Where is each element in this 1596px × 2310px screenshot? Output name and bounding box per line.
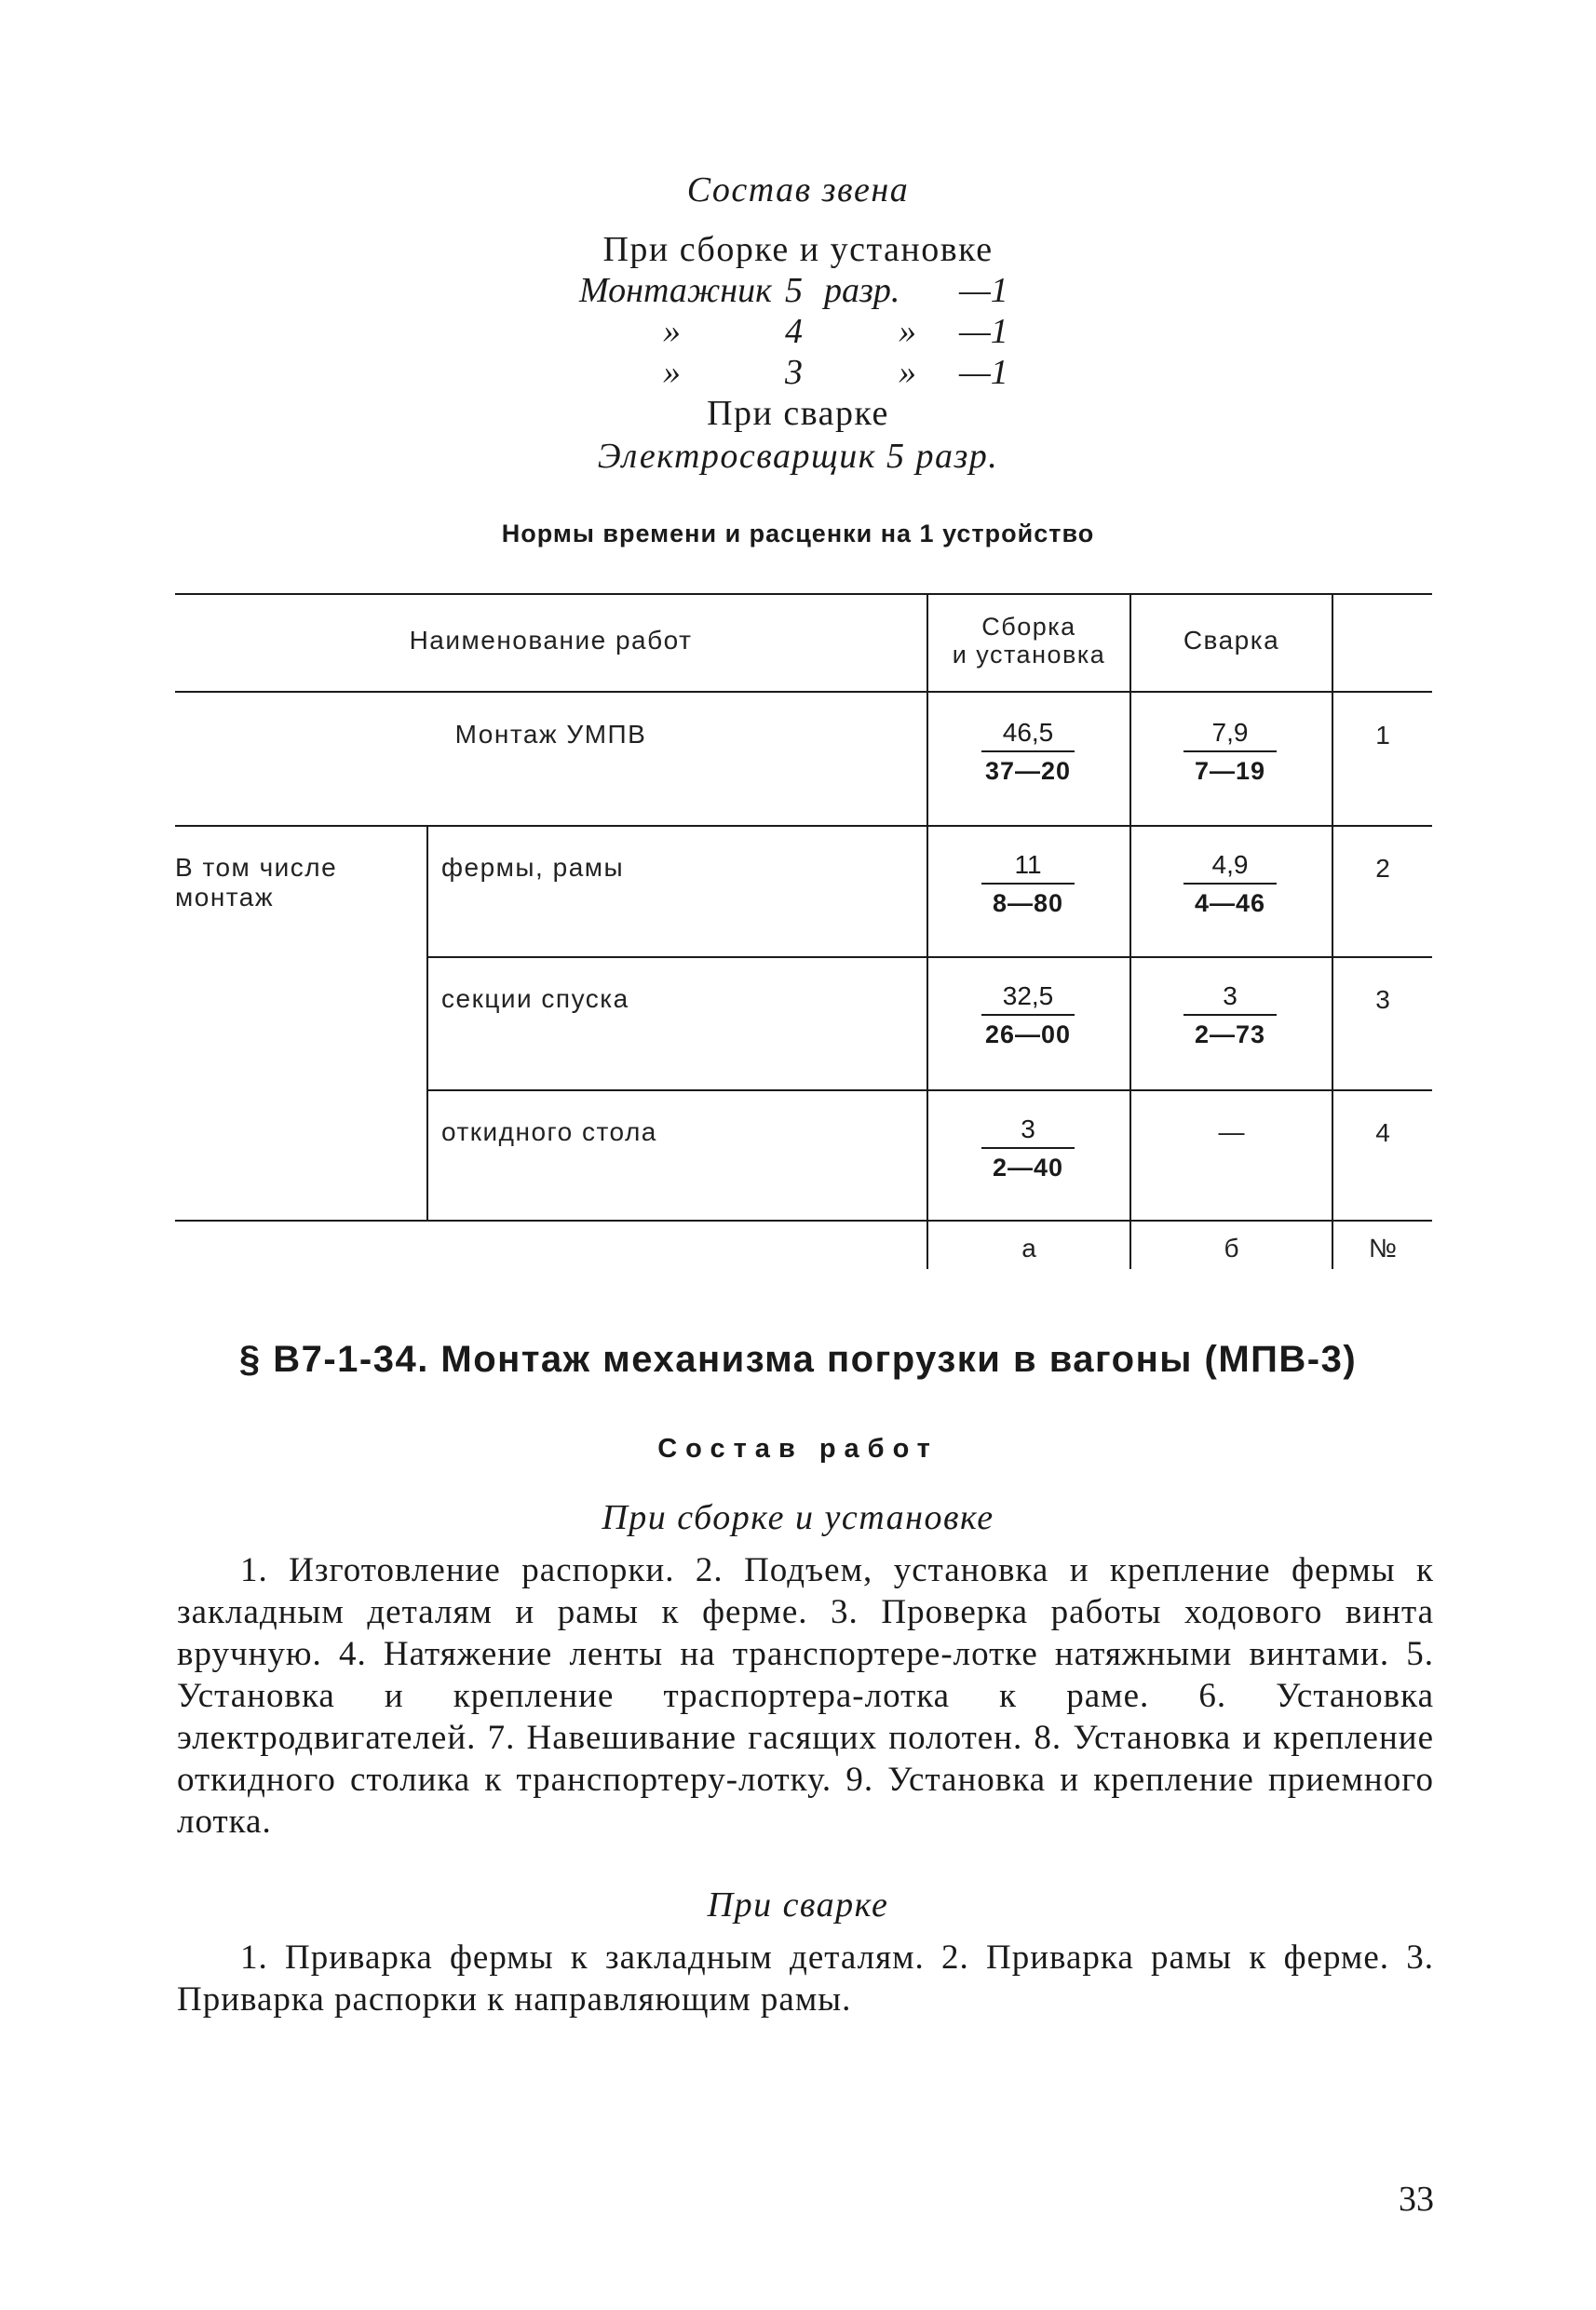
sub-row-3-name: откидного стола [441,1117,657,1146]
footer-col-no: № [1368,1234,1398,1263]
crew-count-2: —1 [959,312,1008,351]
section-title: § В7-1-34. Монтаж механизма погрузки в вагоны (МПВ-3) [238,1339,1358,1380]
main-row-no: 1 [1375,721,1390,750]
sub2-welding-den: 2—73 [1194,1020,1266,1048]
fraction-bar [981,1147,1075,1149]
sub-row-2-name: секции спуска [441,984,629,1013]
main-assembly-num: 46,5 [1002,718,1054,747]
header-welding: Сварка [1183,626,1280,655]
crew-assembly-heading: При сборке и установке [602,230,994,269]
main-welding-den: 7—19 [1194,757,1266,785]
sub2-assembly-num: 32,5 [1002,981,1054,1010]
main-row-assembly [973,717,1083,786]
table-col-rule-1 [926,593,928,1269]
sub2-assembly-den: 26—00 [984,1020,1072,1048]
table-rule-top [175,593,1432,595]
main-row-name: Монтаж УМПВ [454,720,647,749]
fraction-bar [981,883,1075,885]
fraction-bar [1183,1014,1277,1016]
work-title: Состав работ [657,1434,939,1464]
crew-unit-2: » [899,312,916,351]
sub-row-1-no: 2 [1375,854,1390,883]
table-rule-row2 [426,956,1432,958]
main-welding-num: 7,9 [1211,718,1249,747]
group-label: В том числе монтаж [175,853,338,912]
fraction-bar [981,1014,1075,1016]
header-name: Наименование работ [409,626,693,655]
assembly-text: 1. Изготовление распорки. 2. Подъем, установка и крепление фермы к закладным деталям и рамы к ферме. 3. Проверка работы ходового винта вручную. 4. Натяжение ленты на транспортере-лотке натяжными винтами. 5. Установка и крепление траспортера-лотка к раме. 6. Установка электродвигателей. 7. Навешивание гасящих полотен. 8. Установка и крепление откидного столика к транспортеру-лотку. 9. Установка и крепление приемного лотка. [177,1551,1434,1841]
crew-grade-2: 4 [785,312,803,351]
fraction-bar [1183,750,1277,752]
table-rule-header [175,691,1432,693]
table-rule-row3 [426,1089,1432,1091]
sub1-welding-den: 4—46 [1194,889,1266,917]
sub-row-1-assembly [973,849,1083,918]
footer-col-b: б [1224,1234,1239,1263]
sub3-assembly-den: 2—40 [992,1154,1064,1182]
table-rule-bottom [175,1220,1432,1222]
assembly-heading: При сборке и установке [602,1498,994,1537]
sub-row-3-assembly [973,1114,1083,1182]
sub2-welding-num: 3 [1223,981,1238,1010]
main-assembly-den: 37—20 [984,757,1072,785]
sub1-welding-num: 4,9 [1211,850,1249,879]
page-number: 33 [1399,2180,1434,2219]
crew-role-1: Монтажник [579,271,772,310]
crew-unit-1: разр. [824,271,900,310]
table-col-rule-2 [1129,593,1131,1269]
sub-row-2-welding [1175,980,1285,1049]
sub-row-1-name: фермы, рамы [441,853,625,882]
crew-role-2: » [663,312,681,351]
footer-col-a: а [1021,1234,1036,1263]
sub-row-1-welding [1175,849,1285,918]
crew-unit-3: » [899,353,916,392]
crew-welder: Электросварщик 5 разр. [597,437,999,476]
crew-title: Состав звена [686,170,910,209]
sub1-assembly-num: 11 [1014,850,1042,879]
header-assembly: Сборка и установка [952,613,1106,669]
crew-grade-3: 3 [785,353,803,392]
sub-row-3-welding-dash: — [1218,1117,1245,1146]
table-rule-row1 [175,825,1432,827]
welding-heading: При сварке [707,1885,889,1925]
crew-count-3: —1 [959,353,1008,392]
welding-text: 1. Приварка фермы к закладным деталям. 2. Приварка рамы к ферме. 3. Приварка распорки к направляющим рамы. [177,1939,1434,2019]
sub-row-2-no: 3 [1375,985,1390,1014]
sub3-assembly-num: 3 [1021,1114,1035,1143]
fraction-bar [1183,883,1277,885]
table-col-rule-group [426,825,428,1220]
crew-welding-heading: При сварке [707,394,889,433]
fraction-bar [981,750,1075,752]
crew-role-3: » [663,353,681,392]
crew-grade-1: 5 [785,271,803,310]
main-row-welding [1175,717,1285,786]
sub-row-2-assembly [973,980,1083,1049]
sub-row-3-no: 4 [1375,1118,1390,1147]
table-caption: Нормы времени и расценки на 1 устройство [501,520,1095,547]
sub1-assembly-den: 8—80 [992,889,1064,917]
crew-count-1: —1 [959,271,1008,310]
table-col-rule-3 [1332,593,1333,1269]
